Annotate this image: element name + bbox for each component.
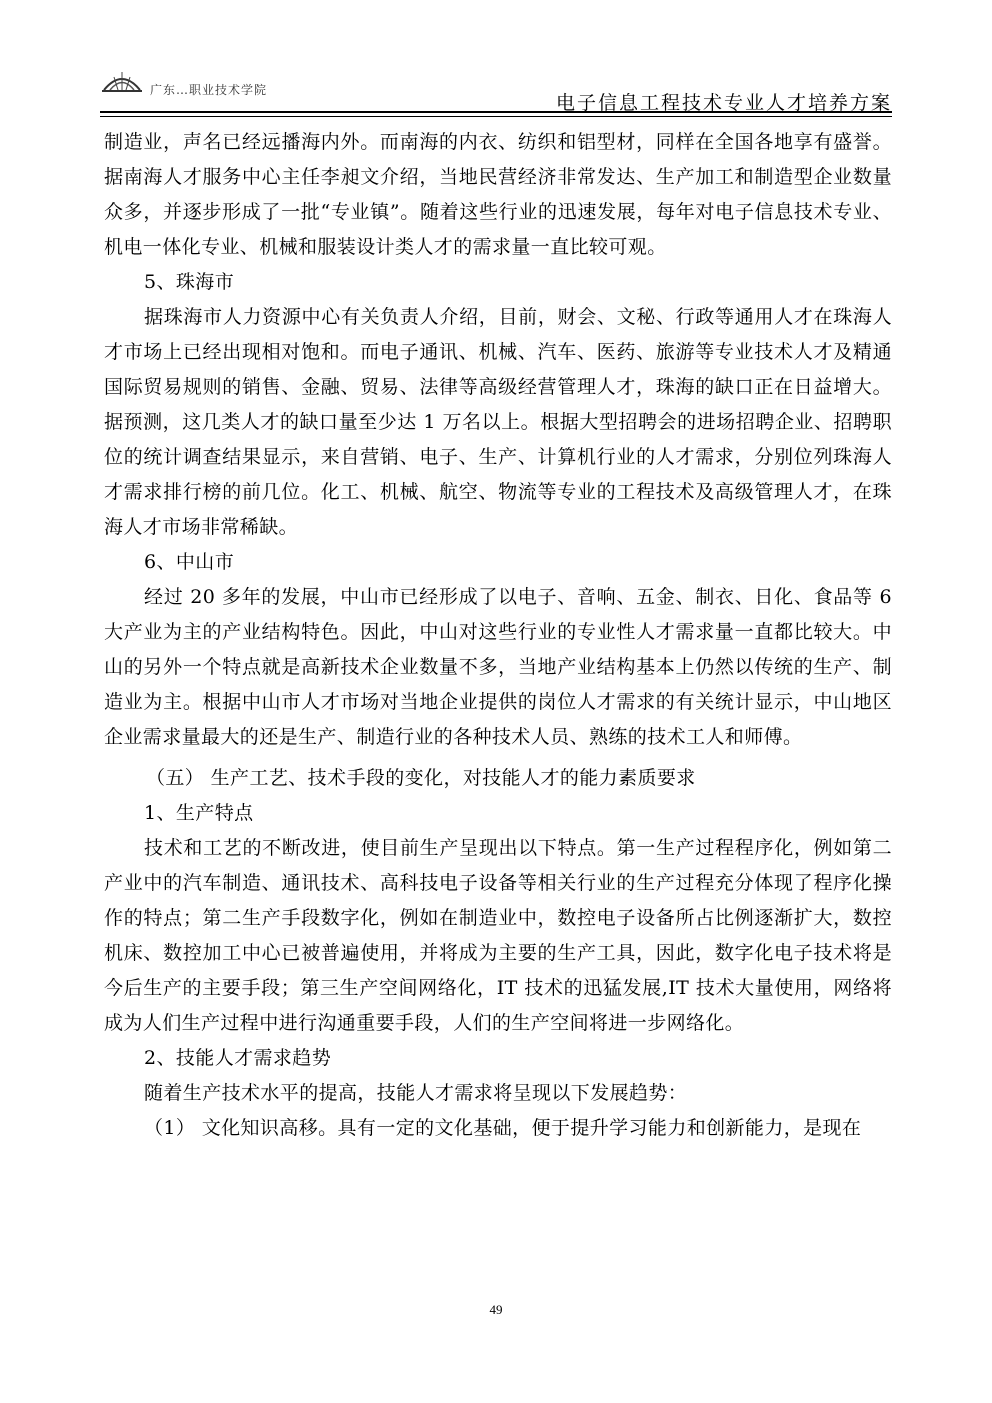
paragraph: 经过 20 多年的发展，中山市已经形成了以电子、音响、五金、制衣、日化、食品等 6 大产业为主的产业结构特色。因此，中山对这些行业的专业性人才需求量一直都比较大。中山的另外一个特点就是高新技术企业数量不多，当地产业结构基本上仍然以传统的生产、制造业为主。根据中山市人才市场对当地企业提供的岗位人才需求的有关统计显示，中山地区企业需求量最大的还是生产、制造行业的各种技术人员、熟练的技术工人和师傅。 — [104, 586, 892, 748]
paragraph: 制造业，声名已经远播海内外。而南海的内衣、纺织和铝型材，同样在全国各地享有盛誉。据南海人才服务中心主任李昶文介绍，当地民营经济非常发达、生产加工和制造型企业数量众多，并逐步形成了一批“专业镇”。随着这些行业的迅速发展，每年对电子信息技术专业、机电一体化专业、机械和服装设计类人才的需求量一直比较可观。 — [104, 131, 892, 258]
page-number: 49 — [489, 1302, 503, 1317]
section-subheading: 2、技能人才需求趋势 — [144, 1047, 332, 1069]
paragraph: 据珠海市人力资源中心有关负责人介绍，目前，财会、文秘、行政等通用人才在珠海人才市场上已经出现相对饱和。而电子通讯、机械、汽车、医药、旅游等专业技术人才及精通国际贸易规则的销售、金融、贸易、法律等高级经营管理人才，珠海的缺口正在日益增大。据预测，这几类人才的缺口量至少达 1 万名以上。根据大型招聘会的进场招聘企业、招聘职位的统计调查结果显示，来自营销、电子、生产、计算机行业的人才需求，分别位列珠海人才需求排行榜的前几位。化工、机械、航空、物流等专业的工程技术及高级管理人才，在珠海人才市场非常稀缺。 — [104, 306, 892, 538]
section-subheading: 6、中山市 — [144, 551, 235, 573]
header-rule-thin — [100, 116, 892, 117]
page-header — [100, 66, 892, 114]
document-body — [104, 125, 892, 1146]
school-logo-icon — [100, 66, 144, 96]
section-subheading: 5、珠海市 — [144, 271, 235, 293]
list-item: （1） 文化知识高移。具有一定的文化基础，便于提升学习能力和创新能力，是现在 — [144, 1117, 862, 1139]
section-heading: （五） 生产工艺、技术手段的变化，对技能人才的能力素质要求 — [146, 767, 696, 789]
school-name-text: 广东…职业技术学院 — [150, 83, 268, 97]
header-rule — [100, 111, 892, 113]
paragraph: 随着生产技术水平的提高，技能人才需求将呈现以下发展趋势： — [144, 1082, 688, 1104]
paragraph: 技术和工艺的不断改进，使目前生产呈现出以下特点。第一生产过程程序化，例如第二产业中的汽车制造、通讯技术、高科技电子设备等相关行业的生产过程充分体现了程序化操作的特点；第二生产手段数字化，例如在制造业中，数控电子设备所占比例逐渐扩大，数控机床、数控加工中心已被普遍使用，并将成为主要的生产工具，因此，数字化电子技术将是今后生产的主要手段；第三生产空间网络化，IT 技术的迅猛发展,IT 技术大量使用，网络将成为人们生产过程中进行沟通重要手段，人们的生产空间将进一步网络化。 — [104, 837, 892, 1034]
document-title: 电子信息工程技术专业人才培养方案 — [555, 92, 892, 114]
section-subheading: 1、生产特点 — [144, 802, 254, 824]
